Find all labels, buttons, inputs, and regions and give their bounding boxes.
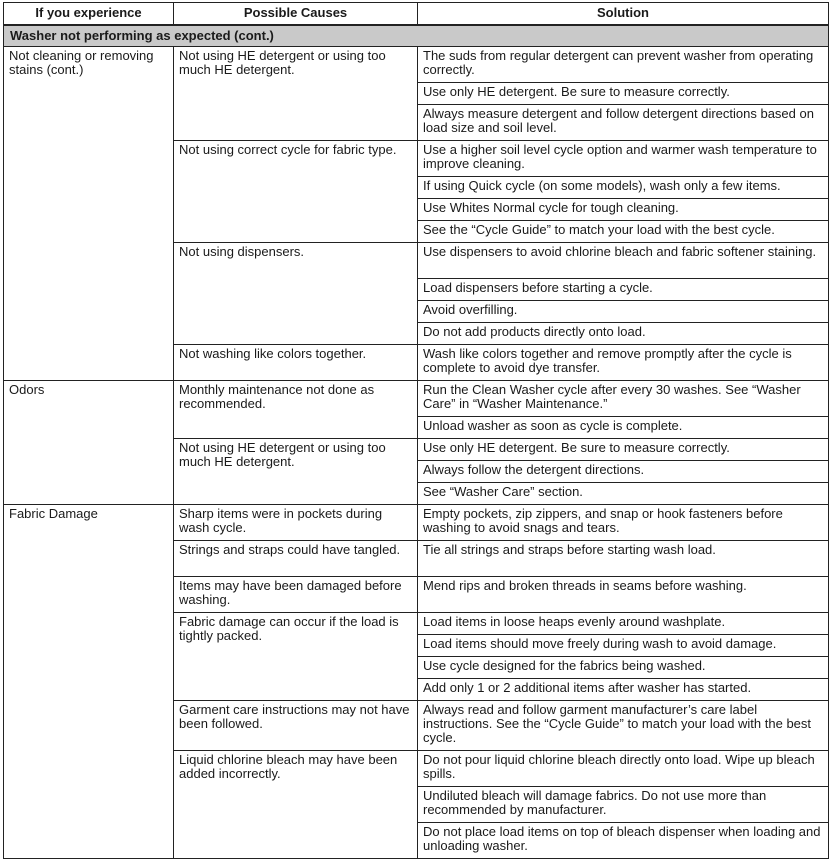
- troubleshooting-table: [3, 2, 829, 859]
- solution-cell: Always follow the detergent directions.: [418, 461, 829, 483]
- solution-cell: Undiluted bleach will damage fabrics. Do not use more than recommended by manufacturer.: [418, 787, 829, 823]
- solution-cell: Use a higher soil level cycle option and warmer wash temperature to improve cleaning.: [418, 141, 829, 177]
- cause-cell: Not using correct cycle for fabric type.: [174, 141, 418, 243]
- cause-cell: Monthly maintenance not done as recommended.: [174, 381, 418, 439]
- solution-cell: Wash like colors together and remove promptly after the cycle is complete to avoid dye transfer.: [418, 345, 829, 381]
- section-row: [4, 25, 829, 47]
- solution-cell: Mend rips and broken threads in seams before washing.: [418, 577, 829, 613]
- solution-cell: Do not pour liquid chlorine bleach directly onto load. Wipe up bleach spills.: [418, 751, 829, 787]
- experience-cell: Not cleaning or removing stains (cont.): [4, 47, 174, 381]
- solution-cell: Avoid overfilling.: [418, 301, 829, 323]
- solution-cell: Use cycle designed for the fabrics being washed.: [418, 657, 829, 679]
- cause-cell: Not using dispensers.: [174, 243, 418, 345]
- table-row: [4, 47, 829, 83]
- cause-cell: Liquid chlorine bleach may have been added incorrectly.: [174, 751, 418, 859]
- header-solution: Solution: [418, 3, 829, 25]
- header-row: [4, 3, 829, 25]
- solution-cell: Empty pockets, zip zippers, and snap or hook fasteners before washing to avoid snags and tears.: [418, 505, 829, 541]
- table-row: [4, 381, 829, 417]
- solution-cell: Use only HE detergent. Be sure to measure correctly.: [418, 83, 829, 105]
- solution-cell: Always read and follow garment manufacturer’s care label instructions. See the “Cycle Guide” to match your load with the best cycle.: [418, 701, 829, 751]
- cause-cell: Garment care instructions may not have been followed.: [174, 701, 418, 751]
- solution-cell: Always measure detergent and follow detergent directions based on load size and soil level.: [418, 105, 829, 141]
- cause-cell: Sharp items were in pockets during wash cycle.: [174, 505, 418, 541]
- solution-cell: Tie all strings and straps before starting wash load.: [418, 541, 829, 577]
- experience-cell: Fabric Damage: [4, 505, 174, 859]
- solution-cell: If using Quick cycle (on some models), wash only a few items.: [418, 177, 829, 199]
- solution-cell: Add only 1 or 2 additional items after washer has started.: [418, 679, 829, 701]
- solution-cell: Run the Clean Washer cycle after every 30 washes. See “Washer Care” in “Washer Maintenance.”: [418, 381, 829, 417]
- cause-cell: Not using HE detergent or using too much HE detergent.: [174, 439, 418, 505]
- header-if-you-experience: If you experience: [4, 3, 174, 25]
- section-title: Washer not performing as expected (cont.): [4, 25, 829, 47]
- solution-cell: Load items should move freely during wash to avoid damage.: [418, 635, 829, 657]
- solution-cell: Unload washer as soon as cycle is complete.: [418, 417, 829, 439]
- solution-cell: The suds from regular detergent can prevent washer from operating correctly.: [418, 47, 829, 83]
- solution-cell: Do not add products directly onto load.: [418, 323, 829, 345]
- solution-cell: Use Whites Normal cycle for tough cleaning.: [418, 199, 829, 221]
- solution-cell: See “Washer Care” section.: [418, 483, 829, 505]
- solution-cell: Load items in loose heaps evenly around washplate.: [418, 613, 829, 635]
- solution-cell: Use dispensers to avoid chlorine bleach and fabric softener staining.: [418, 243, 829, 279]
- solution-cell: See the “Cycle Guide” to match your load with the best cycle.: [418, 221, 829, 243]
- solution-cell: Do not place load items on top of bleach dispenser when loading and unloading washer.: [418, 823, 829, 859]
- solution-cell: Load dispensers before starting a cycle.: [418, 279, 829, 301]
- cause-cell: Fabric damage can occur if the load is tightly packed.: [174, 613, 418, 701]
- cause-cell: Not using HE detergent or using too much HE detergent.: [174, 47, 418, 141]
- solution-cell: Use only HE detergent. Be sure to measure correctly.: [418, 439, 829, 461]
- table-row: [4, 505, 829, 541]
- cause-cell: Items may have been damaged before washing.: [174, 577, 418, 613]
- cause-cell: Not washing like colors together.: [174, 345, 418, 381]
- experience-cell: Odors: [4, 381, 174, 505]
- header-possible-causes: Possible Causes: [174, 3, 418, 25]
- cause-cell: Strings and straps could have tangled.: [174, 541, 418, 577]
